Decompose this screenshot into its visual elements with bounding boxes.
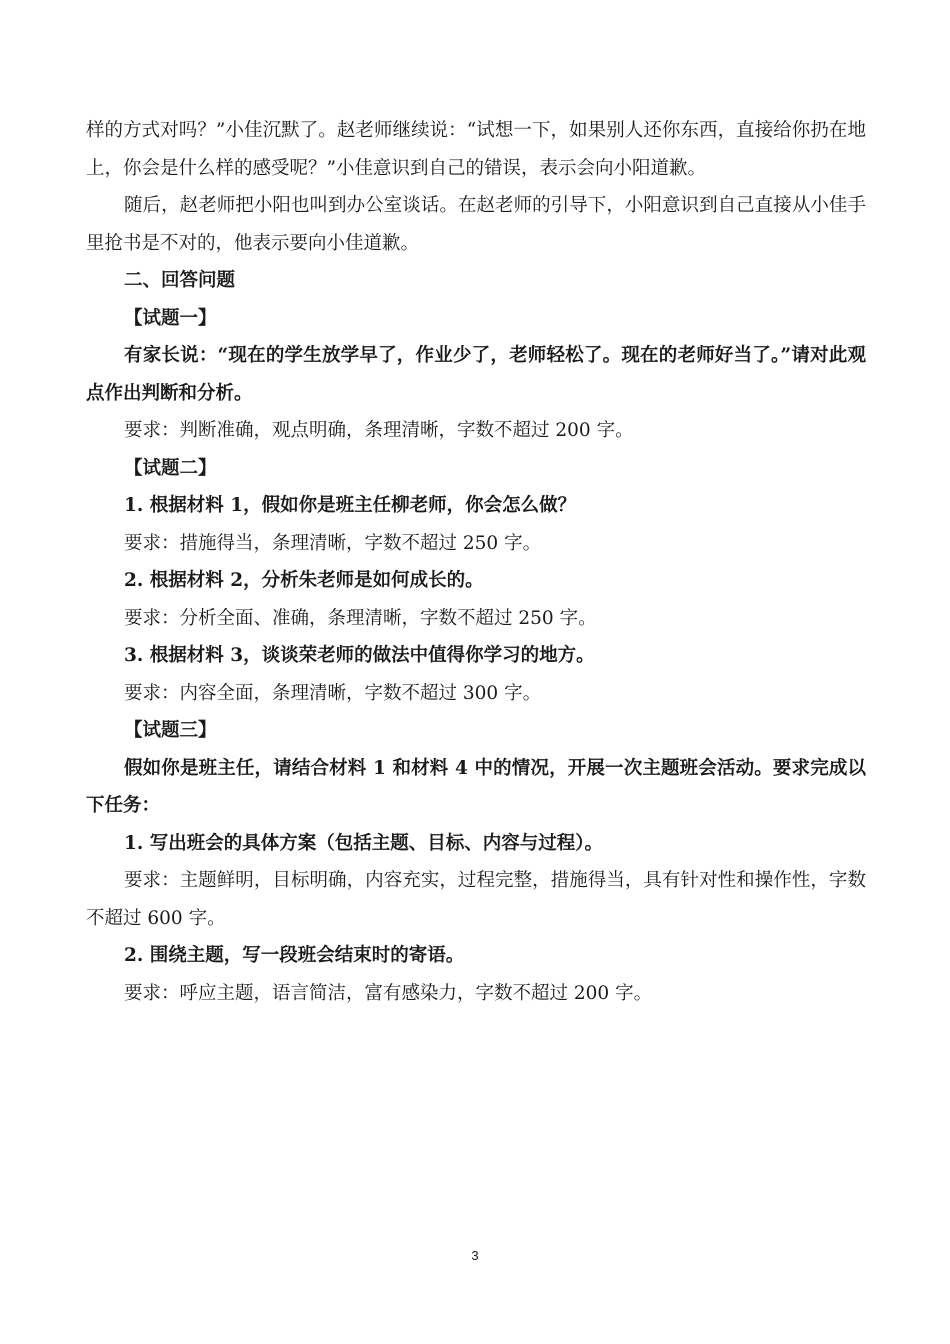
paragraph-continuation: 样的方式对吗？”小佳沉默了。赵老师继续说：“试想一下，如果别人还你东西，直接给你扔在地上，你会是什么样的感受呢？”小佳意识到自己的错误，表示会向小阳道歉。 (86, 120, 866, 179)
question-3-task-1: 1. 写出班会的具体方案（包括主题、目标、内容与过程）。 (124, 832, 604, 854)
question-3-task-2-requirement: 要求：呼应主题，语言简洁，富有感染力，字数不超过 200 字。 (124, 982, 653, 1004)
question-2-item-2: 2. 根据材料 2，分析朱老师是如何成长的。 (124, 570, 484, 591)
question-1-requirement: 要求：判断准确，观点明确，条理清晰，字数不超过 200 字。 (124, 420, 634, 441)
question-2-item-3-requirement: 要求：内容全面，条理清晰，字数不超过 300 字。 (124, 682, 542, 704)
question-2-item-2-requirement: 要求：分析全面、准确，条理清晰，字数不超过 250 字。 (124, 607, 597, 629)
question-1-heading: 【试题一】 (124, 307, 217, 329)
question-2-item-1: 1. 根据材料 1，假如你是班主任柳老师，你会怎么做？ (124, 495, 577, 516)
question-3-task-2: 2. 围绕主题，写一段班会结束时的寄语。 (124, 945, 465, 966)
document-body (86, 112, 866, 1012)
question-3-task-1-requirement: 要求：主题鲜明，目标明确，内容充实，过程完整，措施得当，具有针对性和操作性，字数不超过 600 字。 (86, 870, 866, 929)
question-3-heading: 【试题三】 (124, 720, 217, 741)
question-2-heading: 【试题二】 (124, 457, 217, 479)
paragraph-follow-up: 随后，赵老师把小阳也叫到办公室谈话。在赵老师的引导下，小阳意识到自己直接从小佳手里抢书是不对的，他表示要向小佳道歉。 (86, 195, 866, 254)
page-number: 3 (471, 1248, 479, 1263)
question-2-item-1-requirement: 要求：措施得当，条理清晰，字数不超过 250 字。 (124, 532, 542, 554)
question-1-prompt: 有家长说：“现在的学生放学早了，作业少了，老师轻松了。现在的老师好当了。”请对此观点作出判断和分析。 (86, 345, 866, 404)
section-heading-answer-questions: 二、回答问题 (124, 270, 236, 291)
question-2-item-3: 3. 根据材料 3，谈谈荣老师的做法中值得你学习的地方。 (124, 645, 595, 666)
question-3-prompt: 假如你是班主任，请结合材料 1 和材料 4 中的情况，开展一次主题班会活动。要求完成以下任务： (86, 757, 866, 816)
